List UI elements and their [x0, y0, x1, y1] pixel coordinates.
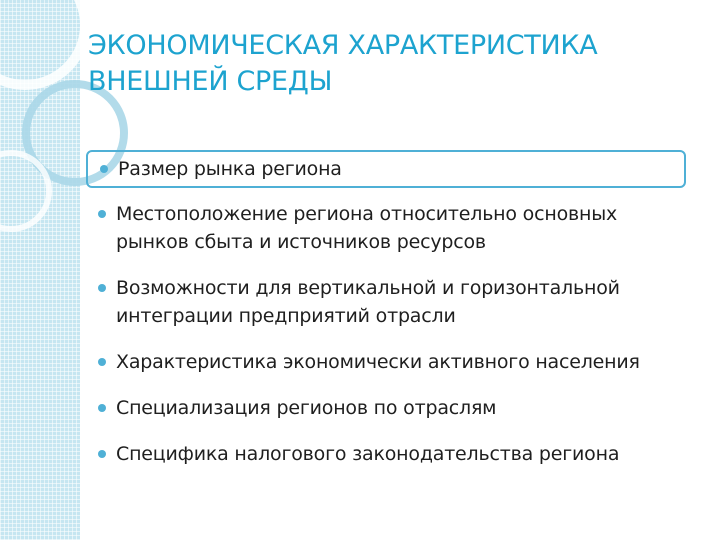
- bullet-item-location: Местоположение региона относительно основных рынков сбыта и источников ресурсов: [86, 194, 686, 262]
- bullet-item-specialization: Специализация регионов по отраслям: [86, 388, 686, 428]
- slide-title: [88, 28, 720, 100]
- decorative-side-pattern: [0, 0, 80, 540]
- bullet-item-active-population: Характеристика экономически активного населения: [86, 342, 686, 382]
- decorative-swirl: [0, 0, 90, 90]
- bullet-list: [86, 150, 686, 474]
- bullet-item-integration: Возможности для вертикальной и горизонтальной интеграции предприятий отрасли: [86, 268, 686, 336]
- bullet-item-tax-legislation: Специфика налогового законодательства региона: [86, 434, 686, 474]
- slide-title-line-1: ЭКОНОМИЧЕСКАЯ ХАРАКТЕРИСТИКА: [88, 30, 598, 61]
- slide-title-line-2: ВНЕШНЕЙ СРЕДЫ: [88, 66, 333, 97]
- bullet-item-market-size[interactable]: Размер рынка региона: [86, 150, 686, 188]
